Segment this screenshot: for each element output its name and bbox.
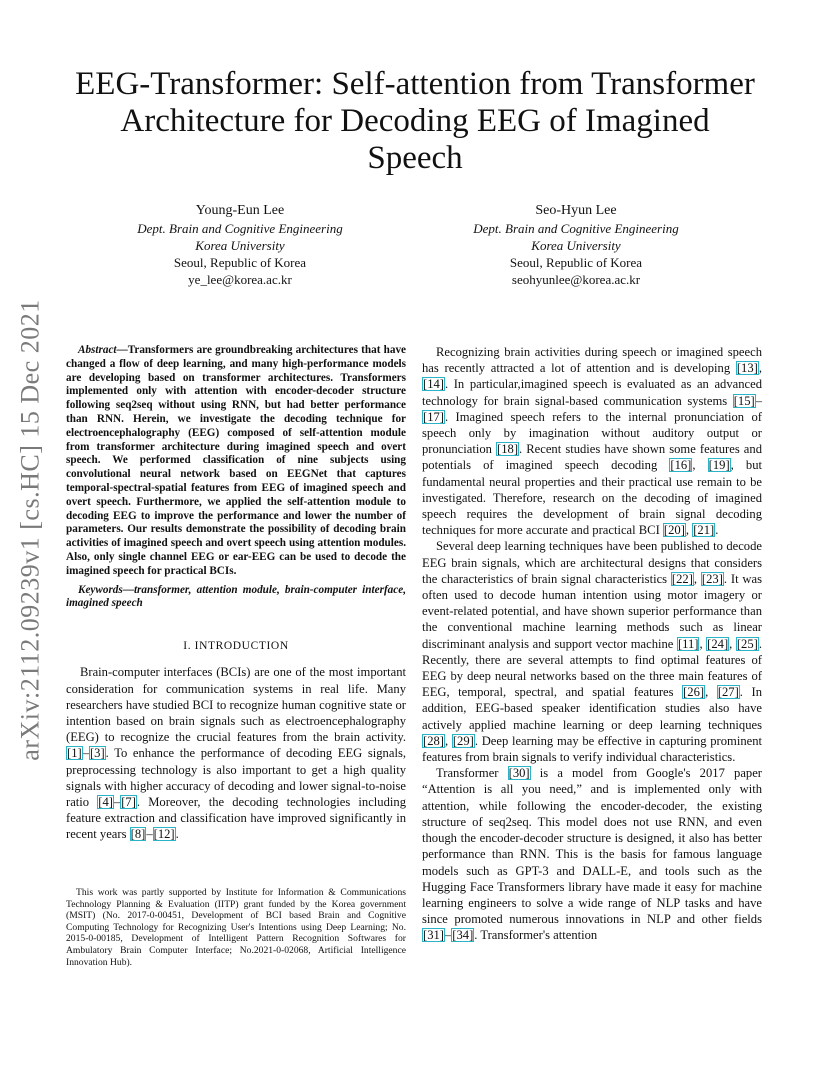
paper-title: EEG-Transformer: Self-attention from Transformer Architecture for Decoding EEG of Imagined Speech bbox=[75, 66, 755, 176]
intro-paragraph-1: Brain-computer interfaces (BCIs) are one of the most important consideration for communication systems in real life. Many researchers have studied BCI to recognize human cognitive state or intention based on brain signals such as electroencephalography (EEG) to recognize the crucial features from the brain activity. [1]–[3]. To enhance the performance of decoding EEG signals, preprocessing technology is also important to get a high quality signals with higher accuracy of decoding and lower signal-to-noise ratio [4]–[7]. Moreover, the decoding technologies including feature extraction and classification have improved significantly in recent years [8]–[12]. bbox=[66, 665, 406, 842]
right-column bbox=[422, 344, 762, 944]
citation-link[interactable]: [31] bbox=[423, 928, 444, 943]
author-block-1 bbox=[90, 202, 390, 288]
body-paragraph: Transformer [30] is a model from Google's 2017 paper “Attention is all you need,” and is implemented only with attention, while following the encoder-decoder, the existing structure of seq2seq. This model does not use RNN, and even though the encoder-decoder structure is designed, it also has better performance than RNN. This is the basis for famous language models such as GPT-3 and DALL-E, and tools such as the Hugging Face Transformers library have made it easy for machine learning engineers to solve a wide range of NLP tasks and have since promoted numerous innovations in NLP and other fields [31]–[34]. Transformer's attention bbox=[422, 766, 762, 943]
citation-link[interactable]: [7] bbox=[121, 794, 136, 809]
body-paragraph: Recognizing brain activities during speech or imagined speech has recently attracted a lot of attention and is developing [13], [14]. In particular,imagined speech is evaluated as an advanced technology for brain signal-based communication systems [15]–[17]. Imagined speech refers to the internal pronunciation of speech only by imagination without auditory output or pronunciation [18]. Recent studies have shown some features and potentials of imagined speech decoding [16], [19], but fundamental neural properties and their practical use remain to be investigated. Therefore, research on the decoding of imagined speech requires the development of brain signal decoding techniques for more accurate and practical BCI [20], [21]. bbox=[422, 345, 763, 538]
citation-link[interactable]: [22] bbox=[671, 571, 693, 586]
citation-link[interactable]: [30] bbox=[508, 766, 530, 781]
citation-link[interactable]: [25] bbox=[736, 636, 758, 651]
citation-link[interactable]: [19] bbox=[708, 458, 730, 473]
citation-link[interactable]: [13] bbox=[736, 361, 758, 376]
author-name: Young-Eun Lee bbox=[195, 203, 285, 218]
keywords: Keywords—transformer, attention module, brain-computer interface, imagined speech bbox=[66, 583, 406, 610]
citation-link[interactable]: [34] bbox=[452, 928, 474, 943]
citation-link[interactable]: [23] bbox=[701, 571, 723, 586]
author-university: Korea University bbox=[531, 238, 621, 253]
author-email[interactable]: seohyunlee@korea.ac.kr bbox=[511, 272, 641, 287]
citation-link[interactable]: [21] bbox=[693, 523, 715, 538]
citation-link[interactable]: [15] bbox=[733, 393, 755, 408]
funding-footnote: This work was partly supported by Institute for Information & Communications Technology Planning & Evaluation (IITP) grant funded by the Korea government (MSIT) (No. 2017-0-00451, Development of BCI based Brain and Cognitive Computing Technology for Recognizing User's Intentions using Deep Learning; No. 2015-0-00185, Development of Intelligent Pattern Recognition Softwares for Ambulatory Brain Computer Interface; No.2021-0-02068, Artificial Intelligence Innovation Hub). bbox=[66, 887, 406, 968]
citation-link[interactable]: [11] bbox=[677, 636, 699, 651]
citation-link[interactable]: [8] bbox=[130, 827, 146, 842]
abstract-label: Abstract bbox=[78, 344, 117, 356]
citation-link[interactable]: [28] bbox=[423, 733, 444, 748]
citation-link[interactable]: [17] bbox=[423, 409, 444, 424]
arxiv-identifier-text: arXiv:2112.09239v1 [cs.HC] 15 Dec 2021 bbox=[16, 299, 45, 761]
citation-link[interactable]: [12] bbox=[153, 827, 175, 842]
citation-link[interactable]: [24] bbox=[707, 636, 729, 651]
left-column bbox=[66, 344, 406, 843]
citation-link[interactable]: [16] bbox=[670, 458, 692, 473]
citation-link[interactable]: [27] bbox=[717, 685, 739, 700]
abstract bbox=[66, 344, 406, 579]
body-paragraph: Several deep learning techniques have been published to decode EEG brain signals, which are architectural designs that considers the characteristics of brain signal characteristics [22], [23]. It was often used to decode human intention using motor imagery or event-related potential, and have shown superior performance than the conventional machine learning methods such as linear discriminant analysis and support vector machine [11], [24], [25]. Recently, there are several attempts to find optimal features of EEG by deep neural networks based on the three main features of EEG, temporal, spectral, and spatial features [26], [27]. In addition, EEG-based speaker identification studies also have actively applied machine learning or deep learning techniques [28], [29]. Deep learning may be effective in capturing prominent features from brain signals to verify individual characteristics. bbox=[422, 539, 762, 765]
citation-link[interactable]: [29] bbox=[452, 733, 474, 748]
citation-link[interactable]: [14] bbox=[423, 377, 444, 392]
section-heading-introduction: I. INTRODUCTION bbox=[183, 640, 289, 653]
author-name: Seo-Hyun Lee bbox=[535, 203, 617, 218]
citation-link[interactable]: [3] bbox=[89, 746, 105, 761]
citation-link[interactable]: [20] bbox=[663, 523, 685, 538]
author-department: Dept. Brain and Cognitive Engineering bbox=[137, 221, 343, 236]
author-location: Seoul, Republic of Korea bbox=[509, 255, 643, 270]
author-department: Dept. Brain and Cognitive Engineering bbox=[473, 221, 679, 236]
citation-link[interactable]: [26] bbox=[683, 685, 705, 700]
arxiv-identifier-stamp bbox=[6, 290, 56, 770]
author-location: Seoul, Republic of Korea bbox=[173, 255, 307, 270]
author-block-2 bbox=[426, 202, 726, 288]
citation-link[interactable]: [4] bbox=[98, 794, 113, 809]
abstract-text: —Transformers are groundbreaking architectures that have changed a flow of deep learning, and many high-performance models are developing based on transformer architectures. Transformers implemented only with attention with encoder-decoder structure following seq2seq without using RNN, but had better performance than RNN. Herein, we investigate the decoding technique for electroencephalography (EEG) composed of self-attention module from transformer architecture during imagined speech and overt speech. We performed classification of nine subjects using convolutional neural network based on EEGNet that captures temporal-spectral-spatial features from EEG of imagined speech and overt speech. Furthermore, we applied the self-attention module to decoding EEG to improve the performance and lower the number of parameters. Our results demonstrate the possibility of decoding brain activities of imagined speech and overt speech using attention modules. Also, only single channel EEG or ear-EEG can be used to decode the imagined speech for practical BCIs. bbox=[66, 344, 406, 577]
citation-link[interactable]: [1] bbox=[67, 746, 82, 761]
citation-link[interactable]: [18] bbox=[497, 442, 519, 457]
author-email[interactable]: ye_lee@korea.ac.kr bbox=[188, 272, 292, 287]
author-university: Korea University bbox=[195, 238, 285, 253]
